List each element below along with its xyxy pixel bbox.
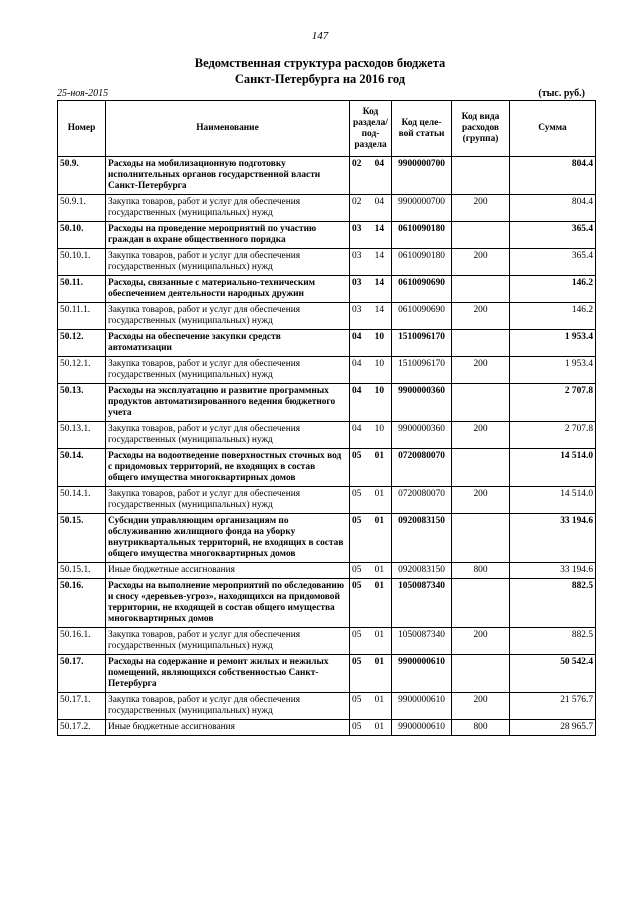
- row-name: Закупка товаров, работ и услуг для обеспечения государственных (муниципальных) нужд: [106, 422, 350, 449]
- row-name: Закупка товаров, работ и услуг для обеспечения государственных (муниципальных) нужд: [106, 195, 350, 222]
- row-amount: 882.5: [510, 628, 596, 655]
- subsection-code: 01: [374, 516, 384, 526]
- section-code: 04: [352, 332, 362, 342]
- row-target-code: 9900000700: [392, 157, 452, 195]
- table-row: [58, 357, 596, 384]
- row-name: Расходы на выполнение мероприятий по обследованию и сносу «деревьев-угроз», находящихся на придомовой территории, не входящей в состав общего имущества многоквартирных домов: [106, 579, 350, 628]
- row-amount: 365.4: [510, 249, 596, 276]
- row-number: 50.15.1.: [58, 563, 106, 579]
- row-target-code: 1510096170: [392, 330, 452, 357]
- budget-table-body: [58, 157, 596, 736]
- section-code: 05: [352, 695, 362, 705]
- subsection-code: 14: [374, 305, 384, 315]
- section-code: 05: [352, 451, 362, 461]
- section-code: 03: [352, 224, 362, 234]
- row-target-code: 0610090180: [392, 222, 452, 249]
- row-number: 50.9.: [58, 157, 106, 195]
- row-amount: 33 194.6: [510, 563, 596, 579]
- row-name: Субсидии управляющим организациям по обслуживанию жилищного фонда на уборку внутриквартальных территорий, не входящих в состав общего имущества многоквартирных домов: [106, 514, 350, 563]
- row-amount: 2 707.8: [510, 422, 596, 449]
- header-amount: Сумма: [510, 101, 596, 157]
- title-line-2: Санкт-Петербурга на 2016 год: [234, 72, 406, 86]
- row-expense-group: [452, 449, 510, 487]
- table-row: [58, 720, 596, 736]
- document-date: 25-ноя-2015: [57, 88, 109, 99]
- row-name: Расходы на содержание и ремонт жилых и нежилых помещений, являющихся собственностью Санкт-Петербурга: [106, 655, 350, 693]
- row-section-code: [350, 487, 392, 514]
- row-expense-group: 200: [452, 487, 510, 514]
- table-row: [58, 384, 596, 422]
- subsection-code: 04: [374, 197, 384, 207]
- section-code: 05: [352, 581, 362, 591]
- section-code: 05: [352, 722, 362, 732]
- row-expense-group: 200: [452, 693, 510, 720]
- subsection-code: 10: [374, 386, 384, 396]
- row-target-code: 0610090690: [392, 303, 452, 330]
- row-expense-group: 200: [452, 628, 510, 655]
- row-expense-group: [452, 157, 510, 195]
- subsection-code: 01: [374, 565, 384, 575]
- page-number: 147: [311, 30, 329, 42]
- row-name: Расходы на эксплуатацию и развитие программных продуктов автоматизированного ведения бюджетного учета: [106, 384, 350, 422]
- row-expense-group: 200: [452, 249, 510, 276]
- row-expense-group: [452, 222, 510, 249]
- row-number: 50.12.1.: [58, 357, 106, 384]
- table-row: [58, 249, 596, 276]
- row-amount: 146.2: [510, 276, 596, 303]
- table-row: [58, 563, 596, 579]
- row-name: Расходы на проведение мероприятий по участию граждан в охране общественного порядка: [106, 222, 350, 249]
- row-number: 50.15.: [58, 514, 106, 563]
- row-target-code: 0920083150: [392, 563, 452, 579]
- row-amount: 14 514.0: [510, 449, 596, 487]
- row-target-code: 9900000610: [392, 693, 452, 720]
- table-row: [58, 195, 596, 222]
- row-section-code: [350, 514, 392, 563]
- row-number: 50.12.: [58, 330, 106, 357]
- section-code: 03: [352, 305, 362, 315]
- budget-table: [57, 100, 596, 736]
- section-code: 03: [352, 278, 362, 288]
- row-number: 50.13.1.: [58, 422, 106, 449]
- row-number: 50.17.1.: [58, 693, 106, 720]
- row-number: 50.11.1.: [58, 303, 106, 330]
- row-number: 50.14.1.: [58, 487, 106, 514]
- row-expense-group: 800: [452, 563, 510, 579]
- row-name: Закупка товаров, работ и услуг для обеспечения государственных (муниципальных) нужд: [106, 303, 350, 330]
- row-amount: 804.4: [510, 157, 596, 195]
- header-number: Номер: [58, 101, 106, 157]
- table-row: [58, 579, 596, 628]
- row-expense-group: 200: [452, 303, 510, 330]
- row-name: Иные бюджетные ассигнования: [106, 720, 350, 736]
- subsection-code: 01: [374, 630, 384, 640]
- row-section-code: [350, 222, 392, 249]
- row-expense-group: 200: [452, 357, 510, 384]
- section-code: 05: [352, 657, 362, 667]
- row-section-code: [350, 330, 392, 357]
- row-number: 50.17.: [58, 655, 106, 693]
- row-expense-group: [452, 276, 510, 303]
- units-label: (тыс. руб.): [538, 88, 585, 99]
- table-row: [58, 487, 596, 514]
- section-code: 05: [352, 516, 362, 526]
- row-expense-group: 800: [452, 720, 510, 736]
- row-amount: 28 965.7: [510, 720, 596, 736]
- row-amount: 21 576.7: [510, 693, 596, 720]
- table-row: [58, 222, 596, 249]
- row-expense-group: [452, 579, 510, 628]
- section-code: 05: [352, 489, 362, 499]
- document-title: [0, 55, 640, 87]
- row-section-code: [350, 357, 392, 384]
- row-amount: 1 953.4: [510, 357, 596, 384]
- row-target-code: 0920083150: [392, 514, 452, 563]
- row-section-code: [350, 276, 392, 303]
- row-target-code: 0720080070: [392, 449, 452, 487]
- subsection-code: 01: [374, 489, 384, 499]
- row-number: 50.16.1.: [58, 628, 106, 655]
- row-number: 50.11.: [58, 276, 106, 303]
- table-row: [58, 422, 596, 449]
- row-target-code: 1050087340: [392, 628, 452, 655]
- row-target-code: 9900000610: [392, 720, 452, 736]
- row-name: Иные бюджетные ассигнования: [106, 563, 350, 579]
- section-code: 04: [352, 424, 362, 434]
- row-section-code: [350, 628, 392, 655]
- row-name: Закупка товаров, работ и услуг для обеспечения государственных (муниципальных) нужд: [106, 249, 350, 276]
- row-number: 50.10.: [58, 222, 106, 249]
- row-target-code: 9900000360: [392, 422, 452, 449]
- row-number: 50.16.: [58, 579, 106, 628]
- header-name: Наименование: [106, 101, 350, 157]
- row-amount: 14 514.0: [510, 487, 596, 514]
- row-target-code: 9900000700: [392, 195, 452, 222]
- subsection-code: 01: [374, 695, 384, 705]
- table-row: [58, 693, 596, 720]
- row-number: 50.9.1.: [58, 195, 106, 222]
- row-section-code: [350, 449, 392, 487]
- row-target-code: 1510096170: [392, 357, 452, 384]
- section-code: 04: [352, 386, 362, 396]
- row-section-code: [350, 303, 392, 330]
- row-name: Закупка товаров, работ и услуг для обеспечения государственных (муниципальных) нужд: [106, 487, 350, 514]
- row-section-code: [350, 384, 392, 422]
- row-section-code: [350, 249, 392, 276]
- row-number: 50.14.: [58, 449, 106, 487]
- row-amount: 365.4: [510, 222, 596, 249]
- subsection-code: 01: [374, 581, 384, 591]
- table-row: [58, 303, 596, 330]
- table-row: [58, 628, 596, 655]
- subsection-code: 01: [374, 451, 384, 461]
- subsection-code: 01: [374, 657, 384, 667]
- row-expense-group: [452, 384, 510, 422]
- row-name: Закупка товаров, работ и услуг для обеспечения государственных (муниципальных) нужд: [106, 357, 350, 384]
- row-section-code: [350, 720, 392, 736]
- row-section-code: [350, 195, 392, 222]
- row-expense-group: 200: [452, 195, 510, 222]
- row-section-code: [350, 422, 392, 449]
- row-amount: 1 953.4: [510, 330, 596, 357]
- row-number: 50.17.2.: [58, 720, 106, 736]
- section-code: 02: [352, 159, 362, 169]
- section-code: 05: [352, 565, 362, 575]
- row-amount: 2 707.8: [510, 384, 596, 422]
- row-target-code: 9900000360: [392, 384, 452, 422]
- subsection-code: 14: [374, 251, 384, 261]
- row-name: Расходы, связанные с материально-техническим обеспечением деятельности народных дружин: [106, 276, 350, 303]
- title-line-1: Ведомственная структура расходов бюджета: [194, 56, 446, 70]
- subsection-code: 04: [374, 159, 384, 169]
- row-section-code: [350, 655, 392, 693]
- subsection-code: 10: [374, 332, 384, 342]
- header-group: Код вида расходов (группа): [452, 101, 510, 157]
- section-code: 02: [352, 197, 362, 207]
- table-row: [58, 157, 596, 195]
- row-expense-group: [452, 330, 510, 357]
- row-target-code: 1050087340: [392, 579, 452, 628]
- row-section-code: [350, 563, 392, 579]
- row-target-code: 0610090180: [392, 249, 452, 276]
- row-target-code: 0720080070: [392, 487, 452, 514]
- row-name: Расходы на обеспечение закупки средств автоматизации: [106, 330, 350, 357]
- row-name: Закупка товаров, работ и услуг для обеспечения государственных (муниципальных) нужд: [106, 628, 350, 655]
- row-expense-group: [452, 514, 510, 563]
- subsection-code: 10: [374, 424, 384, 434]
- table-row: [58, 655, 596, 693]
- row-amount: 804.4: [510, 195, 596, 222]
- row-name: Расходы на водоотведение поверхностных сточных вод с придомовых территорий, не входящих в состав общего имущества многоквартирных домов: [106, 449, 350, 487]
- row-name: Расходы на мобилизационную подготовку исполнительных органов государственной власти Санкт-Петербурга: [106, 157, 350, 195]
- table-row: [58, 449, 596, 487]
- section-code: 05: [352, 630, 362, 640]
- section-code: 03: [352, 251, 362, 261]
- table-header-row: [58, 101, 596, 157]
- table-row: [58, 276, 596, 303]
- row-expense-group: [452, 655, 510, 693]
- subsection-code: 01: [374, 722, 384, 732]
- row-amount: 146.2: [510, 303, 596, 330]
- row-expense-group: 200: [452, 422, 510, 449]
- row-number: 50.13.: [58, 384, 106, 422]
- header-target: Код целе-вой статьи: [392, 101, 452, 157]
- row-section-code: [350, 157, 392, 195]
- header-section: Код раздела/ под-раздела: [350, 101, 392, 157]
- table-row: [58, 514, 596, 563]
- row-name: Закупка товаров, работ и услуг для обеспечения государственных (муниципальных) нужд: [106, 693, 350, 720]
- subsection-code: 14: [374, 224, 384, 234]
- row-number: 50.10.1.: [58, 249, 106, 276]
- row-amount: 882.5: [510, 579, 596, 628]
- subsection-code: 14: [374, 278, 384, 288]
- row-amount: 33 194.6: [510, 514, 596, 563]
- row-section-code: [350, 693, 392, 720]
- subsection-code: 10: [374, 359, 384, 369]
- row-amount: 50 542.4: [510, 655, 596, 693]
- table-row: [58, 330, 596, 357]
- row-target-code: 0610090690: [392, 276, 452, 303]
- section-code: 04: [352, 359, 362, 369]
- row-target-code: 9900000610: [392, 655, 452, 693]
- row-section-code: [350, 579, 392, 628]
